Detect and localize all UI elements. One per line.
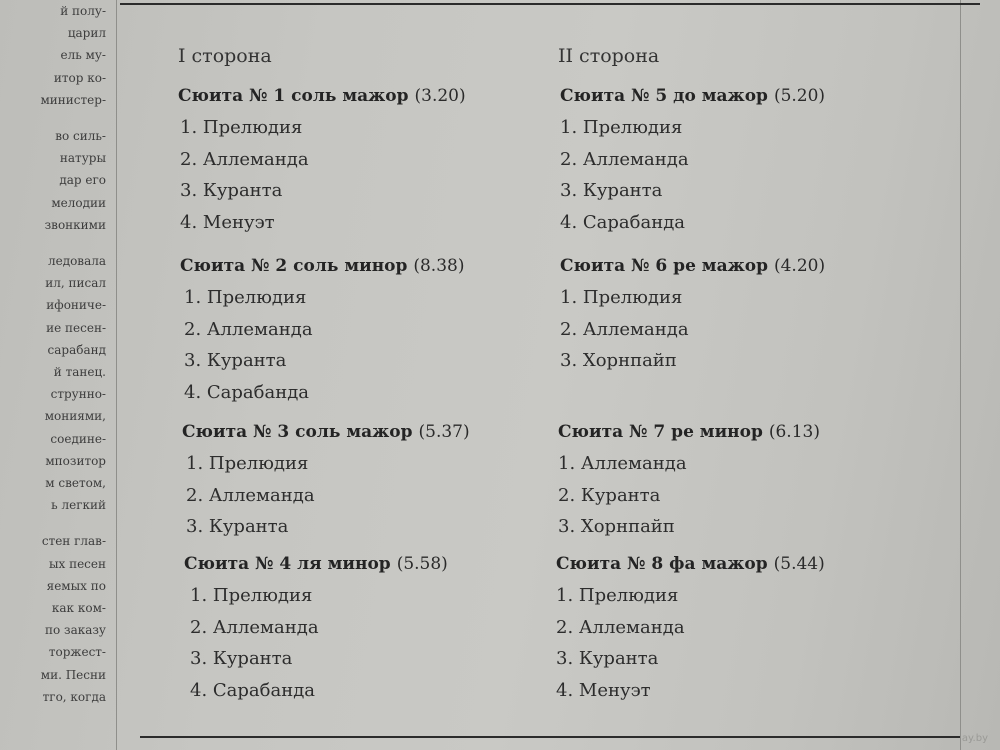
suite-title: Сюита № 5 до мажор — [560, 86, 768, 106]
suite-duration: (6.13) — [768, 422, 820, 442]
suite-duration: (5.20) — [773, 86, 826, 106]
suite-duration: (5.44) — [773, 554, 825, 574]
suite-duration: (8.38) — [413, 256, 465, 276]
track-item: 1. Прелюдия — [186, 453, 309, 474]
suite-duration: (5.37) — [418, 422, 470, 442]
track-item: 1. Прелюдия — [556, 585, 679, 606]
track-item: 3. Хорнпайп — [560, 350, 677, 371]
left-edge-line: по заказу — [45, 623, 106, 638]
suite-title: Сюита № 4 ля минор — [184, 554, 391, 574]
suite-heading — [182, 422, 470, 442]
track-item: 1. Прелюдия — [180, 117, 303, 138]
left-edge-line: стен глав- — [41, 534, 106, 549]
suite-duration: (3.20) — [414, 86, 466, 106]
track-item: 4. Сарабанда — [190, 679, 316, 701]
left-edge-line: яемых по — [46, 578, 106, 593]
left-edge-line: сарабанд — [47, 342, 106, 357]
suite-title: Сюита № 7 ре минор — [558, 422, 763, 442]
suite-duration: (5.58) — [396, 554, 448, 574]
track-item: 4. Менуэт — [556, 679, 651, 701]
track-item: 2. Аллеманда — [556, 616, 685, 638]
side2-heading: II сторона — [558, 45, 660, 67]
left-page-divider — [116, 0, 117, 750]
left-edge-line: мониями, — [44, 409, 106, 424]
right-page-divider — [960, 0, 961, 750]
track-item: 3. Куранта — [186, 516, 289, 537]
bottom-rule — [140, 736, 960, 738]
left-edge-line: струнно- — [50, 387, 106, 402]
suite-heading — [558, 422, 820, 442]
left-edge-line: мпозитор — [45, 453, 106, 468]
suite-heading — [178, 86, 466, 106]
track-item: 4. Менуэт — [180, 211, 275, 233]
suite-heading — [556, 554, 825, 574]
track-item: 1. Прелюдия — [560, 287, 683, 308]
track-item: 3. Куранта — [180, 180, 283, 201]
watermark: ay.by — [961, 733, 988, 744]
left-edge-line: натуры — [59, 151, 106, 166]
track-item: 1. Прелюдия — [190, 585, 313, 606]
left-edge-line: как ком- — [51, 601, 106, 615]
suite-title: Сюита № 6 ре мажор — [560, 256, 768, 276]
track-item: 4. Сарабанда — [184, 381, 310, 403]
track-item: 2. Аллеманда — [180, 148, 309, 170]
top-rule — [120, 3, 980, 5]
left-edge-line: соедине- — [50, 431, 106, 446]
suite-heading — [184, 554, 448, 574]
suite-duration: (4.20) — [773, 256, 826, 276]
left-edge-line: ие песен- — [46, 320, 106, 335]
left-edge-line: ь легкий — [51, 498, 106, 513]
side1-heading: I сторона — [178, 45, 272, 67]
track-item: 2. Аллеманда — [184, 318, 313, 340]
track-item: 2. Аллеманда — [190, 616, 319, 638]
suite-heading — [560, 86, 825, 106]
left-edge-line: дар его — [59, 173, 106, 188]
left-edge-line: ми. Песни — [40, 667, 106, 682]
track-item: 2. Аллеманда — [186, 484, 315, 506]
left-edge-line: царил — [67, 26, 106, 41]
track-item: 1. Прелюдия — [184, 287, 307, 308]
track-item: 3. Куранта — [190, 648, 293, 669]
left-edge-line: ель му- — [60, 48, 106, 63]
track-item: 3. Хорнпайп — [558, 516, 675, 537]
suite-title: Сюита № 8 фа мажор — [556, 554, 768, 574]
suite-title: Сюита № 1 соль мажор — [178, 86, 409, 106]
suite-heading — [180, 256, 464, 276]
left-edge-line: ил, писал — [45, 276, 106, 291]
left-edge-line: ледовала — [47, 254, 106, 268]
suite-heading — [560, 256, 825, 276]
track-item: 1. Прелюдия — [560, 117, 683, 138]
left-edge-line: торжест- — [48, 645, 106, 660]
track-item: 4. Сарабанда — [560, 211, 686, 233]
left-edge-line: й полу- — [60, 4, 106, 18]
track-item: 3. Куранта — [560, 180, 663, 201]
track-item: 2. Куранта — [558, 484, 661, 506]
left-edge-line: во силь- — [55, 129, 106, 143]
left-edge-line: м светом, — [45, 476, 106, 490]
track-item: 2. Аллеманда — [560, 318, 689, 340]
track-item: 2. Аллеманда — [560, 148, 689, 170]
left-edge-line: звонкими — [44, 217, 106, 232]
track-item: 3. Куранта — [184, 350, 287, 371]
left-edge-line: ифониче- — [46, 298, 106, 313]
left-edge-line: тго, когда — [42, 689, 106, 704]
suite-title: Сюита № 2 соль минор — [180, 256, 408, 276]
left-edge-line: мелодии — [51, 195, 106, 210]
left-edge-line: ых песен — [48, 556, 106, 571]
left-edge-line: итор ко- — [53, 70, 106, 85]
suite-title: Сюита № 3 соль мажор — [182, 422, 413, 442]
left-edge-line: министер- — [40, 92, 106, 107]
track-item: 1. Аллеманда — [558, 453, 687, 474]
left-edge-line: й танец. — [53, 365, 106, 379]
track-item: 3. Куранта — [556, 648, 659, 669]
